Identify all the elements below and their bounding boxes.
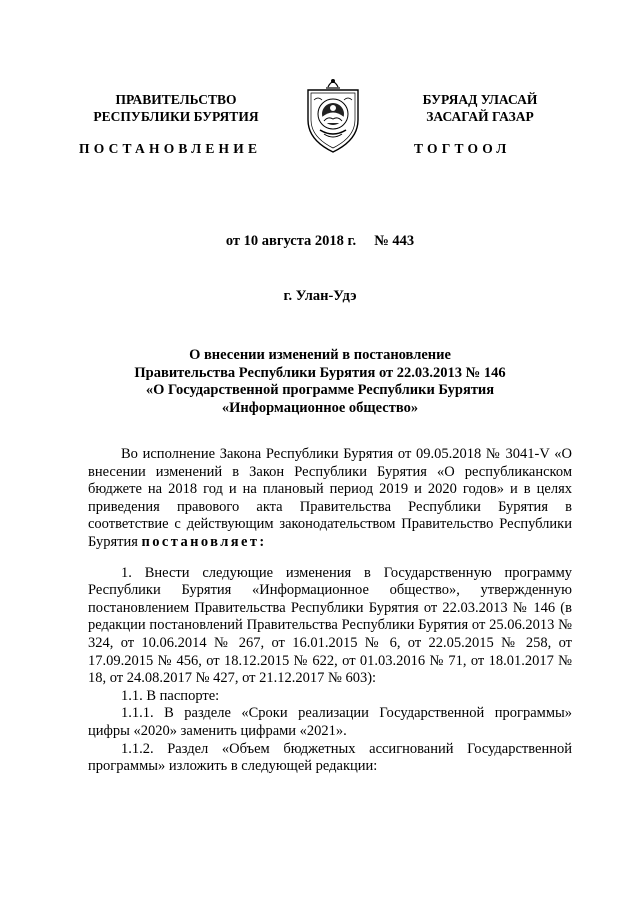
intro-paragraph: [88, 446, 572, 552]
document-title: [0, 347, 640, 417]
paragraph-1-1: 1.1. В паспорте:: [121, 687, 220, 704]
title-line1: О внесении изменений в постановление: [189, 347, 451, 363]
city: г. Улан-Удэ: [283, 288, 357, 304]
paragraph-1: 1. Внести следующие изменения в Государственную программу Республики Бурятия «Информационное общество», утвержденную постановлением Правительства Республики Бурятия от 22.03.2013 № 146 (в редакции постановлений Правительства Республики Бурятия от 25.06.2013 № 324, от 10.06.2014 № 267, от 16.01.2015 № 6, от 22.05.2015 № 258, от 17.09.2015 № 456, от 18.12.2015 № 622, от 01.03.2016 № 71, от 18.01.2017 № 18, от 24.08.2017 № 427, от 21.12.2017 № 603):: [88, 564, 572, 687]
intro-text: Во исполнение Закона Республики Бурятия от 09.05.2018 № 3041-V «О внесении изменений в Закон Республики Бурятия «О республиканском бюджете на 2018 год и на плановый период 2019 и 2020 годов» и в целях приведения правового акта Правительства Республики Бурятия в соответствие с действующим законодательством Правительство Республики Бурятия: [88, 446, 572, 550]
date-and-number: от 10 августа 2018 г. № 443: [225, 233, 415, 249]
government-name-ru: [58, 91, 294, 125]
government-name-line2: РЕСПУБЛИКИ БУРЯТИЯ: [93, 109, 259, 124]
government-name-bua-line1: БУРЯАД УЛАСАЙ: [422, 92, 538, 107]
paragraph-1-1-1: 1.1.1. В разделе «Сроки реализации Государственной программы» цифры «2020» заменить цифрами «2021».: [88, 705, 572, 739]
paragraph-1-1-2: 1.1.2. Раздел «Объем бюджетных ассигнований Государственной программы» изложить в следующей редакции:: [88, 740, 572, 775]
document-body: [88, 446, 572, 776]
doc-type-ru: ПОСТАНОВЛЕНИЕ: [79, 141, 262, 156]
title-line4: «Информационное общество»: [221, 399, 419, 416]
decree-keyword: постановляет:: [141, 533, 267, 550]
title-line3: «О Государственной программе Республики Бурятия: [145, 382, 495, 398]
government-name-bua: [394, 91, 566, 125]
government-name-line1: ПРАВИТЕЛЬСТВО: [115, 92, 237, 107]
government-name-bua-line2: ЗАСАГАЙ ГАЗАР: [426, 109, 534, 124]
title-line2: Правительства Республики Бурятия от 22.03.2013 № 146: [134, 364, 506, 381]
doc-type-bua: ТОГТООЛ: [414, 141, 511, 156]
buryatia-coat-of-arms-icon: [302, 74, 364, 154]
